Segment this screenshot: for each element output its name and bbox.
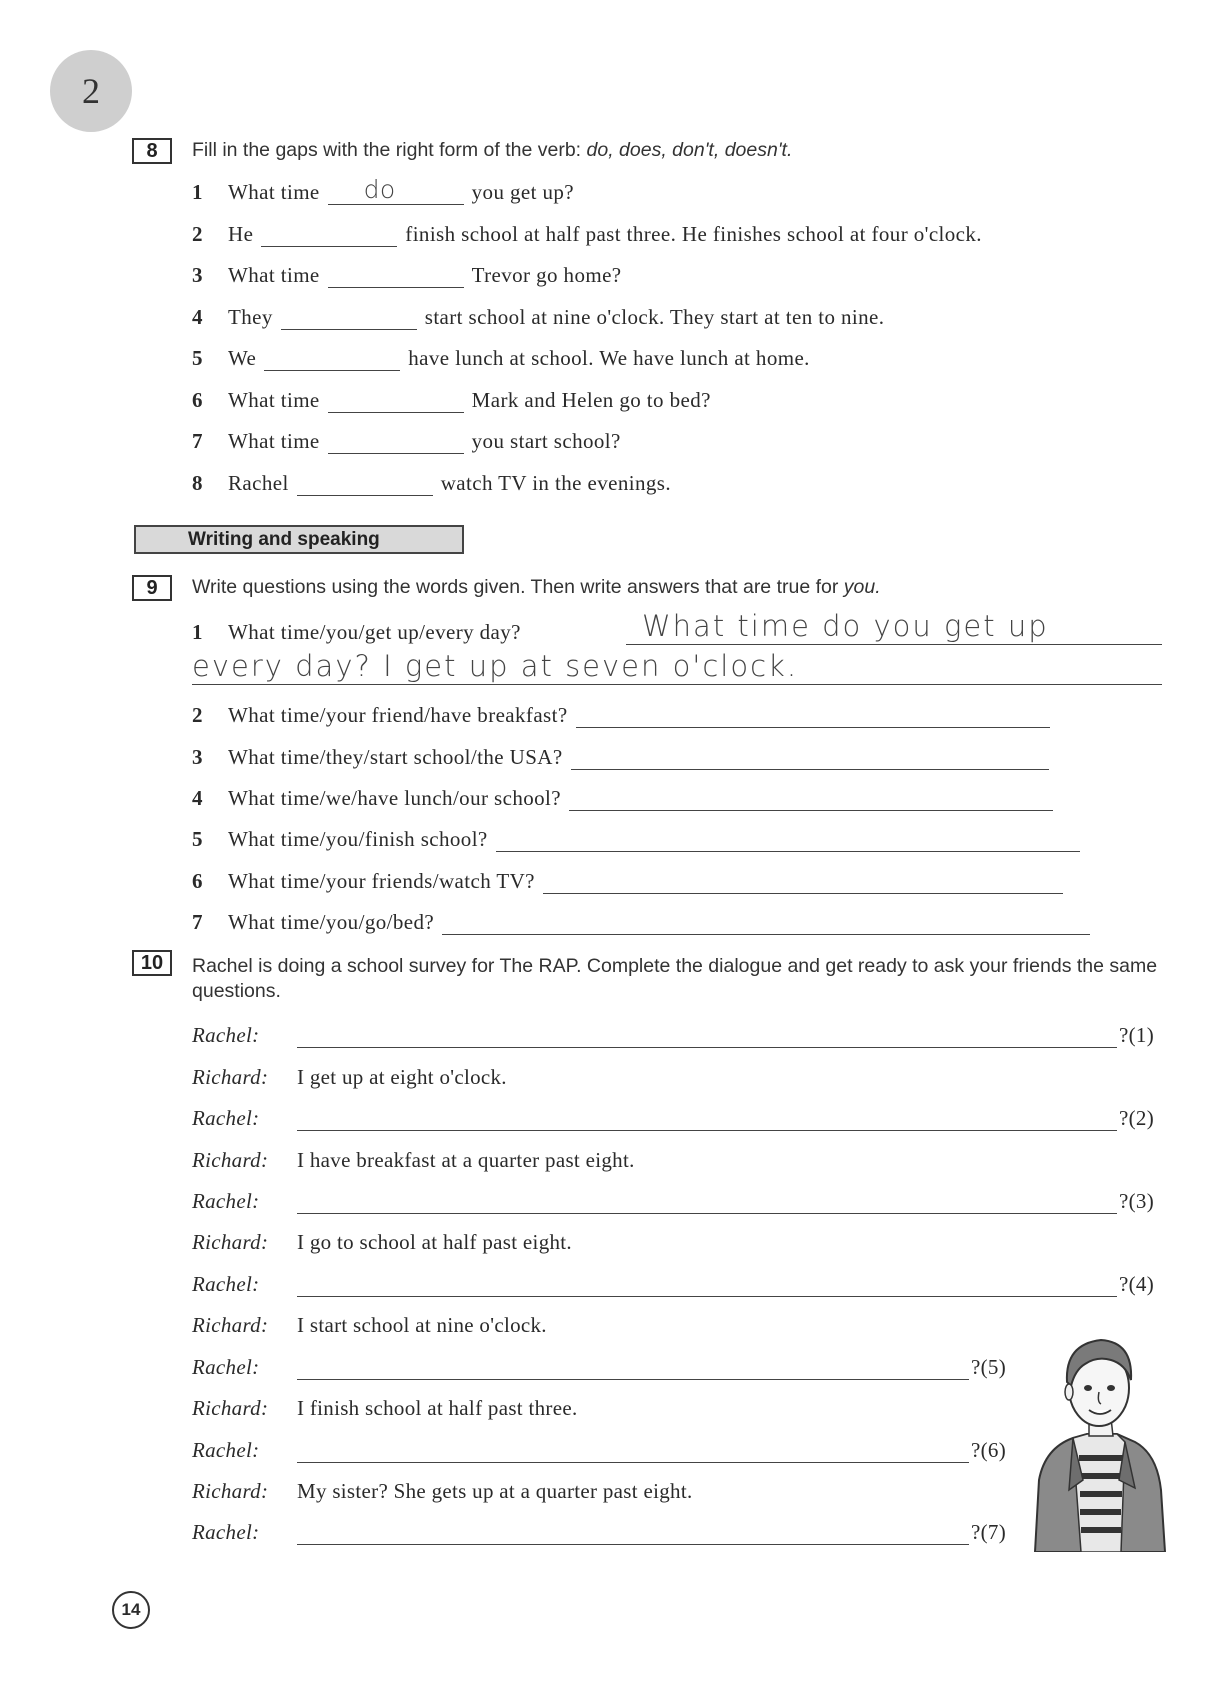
item-prompt: What time/your friend/have breakfast? <box>228 703 568 727</box>
dialogue-text: I start school at nine o'clock. <box>297 1313 547 1337</box>
exercise-9-number: 9 <box>132 575 172 601</box>
answer-line[interactable] <box>571 745 1049 770</box>
item-number: 2 <box>192 703 203 727</box>
item-text-after: start school at nine o'clock. They start at ten to nine. <box>424 305 885 329</box>
dialogue-line-8 <box>192 1308 547 1338</box>
speaker-label: Rachel: <box>192 1272 260 1296</box>
question-tag: ?(7) <box>971 1520 1007 1544</box>
ex9-item-1 <box>192 615 521 645</box>
answer-line[interactable] <box>297 1274 1117 1297</box>
speaker-label: Rachel: <box>192 1023 260 1047</box>
answer-blank[interactable] <box>328 388 464 413</box>
answer-line[interactable] <box>297 1522 969 1545</box>
dialogue-line-11 <box>192 1433 1006 1463</box>
exercise-8-instruction-text: Fill in the gaps with the right form of the verb: <box>192 139 582 161</box>
ex9-item-2 <box>192 698 1050 728</box>
dialogue-text: I go to school at half past eight. <box>297 1230 572 1254</box>
ex8-item-3 <box>192 258 622 288</box>
dialogue-line-5 <box>192 1184 1154 1214</box>
item-number: 3 <box>192 745 203 769</box>
answer-line[interactable] <box>297 1191 1117 1214</box>
exercise-9-instruction <box>192 575 1163 600</box>
item-text-before: What time <box>228 429 320 453</box>
dialogue-text: My sister? She gets up at a quarter past eight. <box>297 1479 693 1503</box>
exercise-8-instruction-verbs: do, does, don't, doesn't. <box>586 139 793 161</box>
item-text-after: Mark and Helen go to bed? <box>471 388 711 412</box>
answer-blank[interactable] <box>264 346 400 371</box>
speaker-label: Richard: <box>192 1230 269 1254</box>
speaker-label: Richard: <box>192 1065 269 1089</box>
answer-line[interactable] <box>297 1025 1117 1048</box>
dialogue-line-1 <box>192 1018 1154 1048</box>
answer-line[interactable] <box>297 1108 1117 1131</box>
dialogue-line-6 <box>192 1225 572 1255</box>
handwritten-answer-line-2[interactable] <box>192 648 1162 685</box>
answer-blank[interactable] <box>328 263 464 288</box>
item-text-after: you get up? <box>471 180 575 204</box>
answer-line[interactable] <box>543 869 1063 894</box>
answer-line[interactable] <box>442 910 1090 935</box>
speaker-label: Rachel: <box>192 1355 260 1379</box>
item-text-before: What time <box>228 263 320 287</box>
item-number: 6 <box>192 388 203 412</box>
dialogue-line-9 <box>192 1350 1006 1380</box>
exercise-9-instruction-emph: you. <box>843 576 881 598</box>
speaker-label: Rachel: <box>192 1438 260 1462</box>
speaker-label: Rachel: <box>192 1189 260 1213</box>
ex9-item-7 <box>192 905 1090 935</box>
dialogue-line-13 <box>192 1515 1006 1545</box>
item-text-after: have lunch at school. We have lunch at home. <box>408 346 810 370</box>
item-number: 7 <box>192 429 203 453</box>
item-number: 6 <box>192 869 203 893</box>
dialogue-text: I get up at eight o'clock. <box>297 1065 507 1089</box>
item-number: 4 <box>192 786 203 810</box>
item-text-before: What time <box>228 388 320 412</box>
dialogue-line-10 <box>192 1391 578 1421</box>
answer-blank[interactable] <box>328 429 464 454</box>
item-number: 4 <box>192 305 203 329</box>
exercise-8-instruction <box>192 138 1163 163</box>
answer-blank[interactable] <box>261 222 397 247</box>
unit-number-badge: 2 <box>50 50 132 132</box>
question-tag: ?(4) <box>1119 1272 1155 1296</box>
speaker-label: Rachel: <box>192 1106 260 1130</box>
item-prompt: What time/your friends/watch TV? <box>228 869 535 893</box>
exercise-10-instruction: Rachel is doing a school survey for The RAP. Complete the dialogue and get ready to ask your friends the same questions. <box>192 955 1158 1002</box>
dialogue-text: I have breakfast at a quarter past eight. <box>297 1148 635 1172</box>
exercise-8-number: 8 <box>132 138 172 164</box>
item-number: 8 <box>192 471 203 495</box>
ex8-item-6 <box>192 383 711 413</box>
item-number: 2 <box>192 222 203 246</box>
item-prompt: What time/they/start school/the USA? <box>228 745 563 769</box>
item-number: 1 <box>192 180 203 204</box>
answer-blank[interactable] <box>281 305 417 330</box>
item-number: 7 <box>192 910 203 934</box>
answer-blank[interactable] <box>328 175 464 205</box>
answer-line[interactable] <box>569 786 1053 811</box>
question-tag: ?(2) <box>1119 1106 1155 1130</box>
question-tag: ?(6) <box>971 1438 1007 1462</box>
item-number: 5 <box>192 827 203 851</box>
exercise-9-instruction-text: Write questions using the words given. Then write answers that are true for <box>192 576 839 598</box>
ex9-item-5 <box>192 822 1080 852</box>
ex8-item-1 <box>192 175 574 205</box>
speaker-label: Richard: <box>192 1396 269 1420</box>
answer-line[interactable] <box>496 827 1080 852</box>
ex8-item-8 <box>192 466 671 496</box>
item-text-after: finish school at half past three. He finishes school at four o'clock. <box>405 222 982 246</box>
answer-blank[interactable] <box>297 471 433 496</box>
item-text-after: watch TV in the evenings. <box>440 471 671 495</box>
ex8-item-5 <box>192 341 810 371</box>
dialogue-line-4 <box>192 1143 635 1173</box>
speaker-label: Richard: <box>192 1479 269 1503</box>
boy-illustration <box>1025 1330 1167 1552</box>
item-text-before: He <box>228 222 254 246</box>
ex8-item-4 <box>192 300 884 330</box>
item-text-before: They <box>228 305 273 329</box>
question-tag: ?(3) <box>1119 1189 1155 1213</box>
item-text-before: What time <box>228 180 320 204</box>
handwritten-answer: every day? I get up at seven o'clock. <box>192 649 799 683</box>
speaker-label: Richard: <box>192 1313 269 1337</box>
handwritten-answer: What time do you get up <box>642 609 1049 643</box>
item-prompt: What time/you/go/bed? <box>228 910 435 934</box>
dialogue-line-12 <box>192 1474 693 1504</box>
item-text-after: you start school? <box>471 429 621 453</box>
item-prompt: What time/you/get up/every day? <box>228 620 521 644</box>
dialogue-line-7 <box>192 1267 1154 1297</box>
handwritten-answer: do <box>363 175 396 204</box>
section-header: Writing and speaking <box>134 525 464 554</box>
handwritten-answer-line-1[interactable] <box>626 608 1162 645</box>
item-text-before: We <box>228 346 257 370</box>
answer-line[interactable] <box>576 703 1050 728</box>
dialogue-text: I finish school at half past three. <box>297 1396 578 1420</box>
answer-line[interactable] <box>297 1357 969 1380</box>
dialogue-line-2 <box>192 1060 507 1090</box>
ex9-item-6 <box>192 864 1063 894</box>
answer-line[interactable] <box>297 1440 969 1463</box>
question-tag: ?(1) <box>1119 1023 1155 1047</box>
exercise-10-number: 10 <box>132 950 172 976</box>
page-number: 14 <box>112 1591 150 1629</box>
item-text-before: Rachel <box>228 471 289 495</box>
question-tag: ?(5) <box>971 1355 1007 1379</box>
item-number: 1 <box>192 620 203 644</box>
ex9-item-3 <box>192 740 1049 770</box>
item-number: 3 <box>192 263 203 287</box>
speaker-label: Rachel: <box>192 1520 260 1544</box>
speaker-label: Richard: <box>192 1148 269 1172</box>
ex8-item-2 <box>192 217 982 247</box>
item-text-after: Trevor go home? <box>471 263 622 287</box>
dialogue-line-3 <box>192 1101 1154 1131</box>
ex9-item-4 <box>192 781 1053 811</box>
item-prompt: What time/we/have lunch/our school? <box>228 786 561 810</box>
ex8-item-7 <box>192 424 621 454</box>
item-prompt: What time/you/finish school? <box>228 827 488 851</box>
item-number: 5 <box>192 346 203 370</box>
